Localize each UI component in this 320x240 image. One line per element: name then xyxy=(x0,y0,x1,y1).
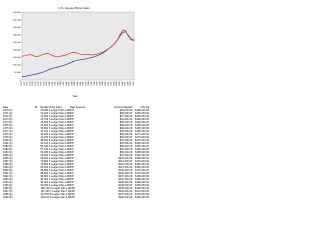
table-cell: 1999 Q1 xyxy=(3,196,13,199)
x-tick-label: 2007 xyxy=(124,81,127,86)
x-tick-label: 2001 xyxy=(107,81,110,86)
table-cell: 1974 Q1 xyxy=(3,121,13,124)
table-cell: 88,600 1 Ledger Mar-1 AB/FP xyxy=(40,172,74,175)
table-cell xyxy=(13,196,38,199)
table-cell: 1997 Q1 xyxy=(3,190,13,193)
table-cell: $170,000.00 xyxy=(118,193,133,196)
table-cell: 43,200 9 Ledger Mar-1 AB/FP xyxy=(40,136,74,139)
table-cell: $182,000.00 xyxy=(135,163,149,166)
x-tick-label: 1990 xyxy=(77,81,79,86)
x-tick-label: 1975 xyxy=(35,81,37,86)
x-tick-label: 1972 xyxy=(26,81,29,86)
table-cell: 1994 Q1 xyxy=(3,181,13,184)
table-cell: 1989 Q1 xyxy=(3,166,13,169)
table-cell: $166,000.00 xyxy=(135,184,149,187)
table-cell: 1975 Q1 xyxy=(3,124,13,127)
table-cell: 1995 Q1 xyxy=(3,184,13,187)
table-cell: $149,000.00 xyxy=(118,184,133,187)
table-cell: $162,000.00 xyxy=(135,154,149,157)
x-tick-label: 1989 xyxy=(74,81,77,86)
y-tick-label: 200,000 xyxy=(13,49,21,52)
x-tick-label: 2009 xyxy=(130,81,133,86)
table-cell: 34,100 7 Ledger Mar-1 AB/FP xyxy=(40,130,74,133)
x-tick-label: 1993 xyxy=(85,81,88,86)
x-tick-label: 1999 xyxy=(102,81,105,86)
table-cell: 1973 Q1 xyxy=(3,118,13,121)
x-tick-label: 1991 xyxy=(79,81,82,86)
x-tick-label: 1974 xyxy=(32,81,35,86)
x-tick-label: 1987 xyxy=(68,81,71,86)
table-cell: $131,000.00 xyxy=(118,169,133,172)
table-cell: 1998 Q1 xyxy=(3,193,13,196)
y-tick-label: 350,000 xyxy=(13,26,21,29)
table-header-cell: CPI Adj xyxy=(140,106,149,109)
x-tick-label: 1985 xyxy=(63,81,65,86)
y-tick-label: 300,000 xyxy=(13,34,21,37)
y-tick-label: 100,000 xyxy=(13,64,21,67)
table-header-cell: Median Price Index xyxy=(40,106,62,109)
table-cell: $97,000.00 xyxy=(119,154,133,157)
table-cell: 119,100 9 Ledger Mar-1 AB/FP xyxy=(40,196,75,199)
table-cell: 93,300 3 Ledger Mar-1 AB/FP xyxy=(40,178,74,181)
table-cell: $72,000.00 xyxy=(119,139,133,142)
table-cell: $155,000.00 xyxy=(135,124,149,127)
table-cell: 20,200 1 Ledger Mar-1 AB/FP xyxy=(40,112,74,115)
table-cell: $178,000.00 xyxy=(135,193,149,196)
table-cell: $158,000.00 xyxy=(135,109,149,112)
table-cell: $158,000.00 xyxy=(135,127,149,130)
x-tick-label: 2006 xyxy=(121,81,124,86)
table-cell: 1991 Q1 xyxy=(3,172,13,175)
y-tick-label: 150,000 xyxy=(13,57,21,60)
table-cell: 1970 Q1 xyxy=(3,109,13,112)
table-cell: 84,100 9 Ledger Mar-1 AB/FP xyxy=(40,166,74,169)
table-cell: $168,000.00 xyxy=(135,118,149,121)
x-tick-label: 1983 xyxy=(57,81,60,86)
table-cell: 68,200 6 Ledger Mar-1 AB/FP xyxy=(40,157,74,160)
table-cell: $44,000.00 xyxy=(119,127,133,130)
table-cell: 30,800 6 Ledger Mar-1 AB/FP xyxy=(40,127,74,130)
table-cell: $64,000.00 xyxy=(119,136,133,139)
x-tick-label: 2004 xyxy=(116,81,119,86)
table-cell: 54,400 2 Ledger Mar-1 AB/FP xyxy=(40,145,74,148)
table-cell: 1977 Q1 xyxy=(3,130,13,133)
table-header-cell: Date xyxy=(3,106,9,109)
table-cell: $120,000.00 xyxy=(118,163,133,166)
table-cell: $137,000.00 xyxy=(118,175,133,178)
table-cell: $176,000.00 xyxy=(135,160,149,163)
table-cell: $176,000.00 xyxy=(135,169,149,172)
table-row xyxy=(0,196,149,199)
table-cell: 27,900 5 Ledger Mar-1 AB/FP xyxy=(40,124,74,127)
table-cell: 1986 Q1 xyxy=(3,157,13,160)
table-cell: 1983 Q1 xyxy=(3,148,13,151)
table-cell: 20,000 0 Ledger Mar-1 AB/FP xyxy=(40,109,74,112)
table-cell: 1972 Q1 xyxy=(3,115,13,118)
table-cell: $162,000.00 xyxy=(135,142,149,145)
x-tick-label: 1979 xyxy=(46,81,49,86)
x-tick-label: 2010 xyxy=(133,81,135,86)
table-cell: 1982 Q1 xyxy=(3,145,13,148)
x-tick-label: 1981 xyxy=(51,81,54,86)
table-cell: $155,000.00 xyxy=(118,187,133,190)
table-cell: 25,900 4 Ledger Mar-1 AB/FP xyxy=(40,121,74,124)
table-cell: 79,500 8 Ledger Mar-1 AB/FP xyxy=(40,163,74,166)
table-cell: $166,000.00 xyxy=(135,115,149,118)
table-cell: $145,000.00 xyxy=(118,181,133,184)
x-tick-label: 1970 xyxy=(21,81,23,86)
table-cell: 102,700 6 Ledger Mar-1 AB/FP xyxy=(40,187,76,190)
x-tick-label: 1971 xyxy=(23,81,26,86)
table-cell: $127,000.00 xyxy=(118,166,133,169)
table-cell: 21,800 2 Ledger Mar-1 AB/FP xyxy=(40,115,74,118)
table-cell: $92,000.00 xyxy=(119,151,133,154)
table-cell: $168,000.00 xyxy=(135,178,149,181)
table-cell: 23,700 3 Ledger Mar-1 AB/FP xyxy=(40,118,74,121)
table-cell: $172,000.00 xyxy=(135,190,149,193)
x-tick-label: 1973 xyxy=(29,81,32,86)
table-cell: 1980 Q1 xyxy=(3,139,13,142)
table-cell: 1979 Q1 xyxy=(3,136,13,139)
x-tick-label: 1980 xyxy=(49,81,51,86)
table-cell: 1976 Q1 xyxy=(3,127,13,130)
table-cell: $39,000.00 xyxy=(119,124,133,127)
x-tick-label: 1982 xyxy=(54,81,57,86)
table-cell: 99,000 5 Ledger Mar-1 AB/FP xyxy=(40,184,74,187)
x-axis-ticks xyxy=(19,79,135,86)
table-cell: 1992 Q1 xyxy=(3,175,13,178)
table-cell: $160,000.00 xyxy=(135,112,149,115)
table-cell: 73,800 7 Ledger Mar-1 AB/FP xyxy=(40,160,74,163)
table-cell: $162,000.00 xyxy=(118,190,133,193)
table-cell: $170,000.00 xyxy=(135,139,149,142)
table-cell: $112,000.00 xyxy=(118,160,133,163)
table-cell: 1996 Q1 xyxy=(3,187,13,190)
table-cell: 38,200 8 Ledger Mar-1 AB/FP xyxy=(40,133,74,136)
table-cell: $104,000.00 xyxy=(118,157,133,160)
table-cell: $82,000.00 xyxy=(119,145,133,148)
table-cell: 1984 Q1 xyxy=(3,151,13,154)
x-tick-label: 1978 xyxy=(43,81,46,86)
table-cell: $87,000.00 xyxy=(119,148,133,151)
table-cell: 1988 Q1 xyxy=(3,163,13,166)
table-cell: 96,300 4 Ledger Mar-1 AB/FP xyxy=(40,181,74,184)
table-cell: $49,000.00 xyxy=(119,130,133,133)
x-tick-label: 1992 xyxy=(82,81,85,86)
house-price-chart xyxy=(0,0,149,106)
table-cell: $168,000.00 xyxy=(135,181,149,184)
table-cell: 1993 Q1 xyxy=(3,178,13,181)
x-tick-label: 1986 xyxy=(65,81,68,86)
x-tick-label: 2003 xyxy=(113,81,116,86)
table-cell: 90,800 2 Ledger Mar-1 AB/FP xyxy=(40,175,74,178)
table-cell: $31,000.00 xyxy=(119,118,133,121)
table-cell: $78,000.00 xyxy=(119,142,133,145)
data-table-container xyxy=(0,106,149,199)
table-cell: $156,000.00 xyxy=(135,148,149,151)
x-tick-label: 1976 xyxy=(37,81,40,86)
table-cell: $170,000.00 xyxy=(135,172,149,175)
table-cell: 57,100 3 Ledger Mar-1 AB/FP xyxy=(40,148,74,151)
table-cell: $168,000.00 xyxy=(135,157,149,160)
table-cell xyxy=(91,196,112,199)
table-cell: 52,100 1 Ledger Mar-1 AB/FP xyxy=(40,142,74,145)
x-tick-label: 2002 xyxy=(110,81,113,86)
table-cell: $25,000.00 xyxy=(119,112,133,115)
table-cell: $168,000.00 xyxy=(135,187,149,190)
y-tick-label: 450,000 xyxy=(13,11,21,14)
table-cell: 1981 Q1 xyxy=(3,142,13,145)
x-tick-label: 2000 xyxy=(105,81,107,86)
table-cell: 60,200 4 Ledger Mar-1 AB/FP xyxy=(40,151,74,154)
x-axis-label: Year xyxy=(72,95,78,98)
y-tick-label: 250,000 xyxy=(13,42,21,45)
plot-area xyxy=(19,12,134,82)
table-cell: 112,600 8 Ledger Mar-1 AB/FP xyxy=(40,193,75,196)
table-cell: 63,900 5 Ledger Mar-1 AB/FP xyxy=(40,154,74,157)
y-tick-label: 50,000 xyxy=(14,72,21,75)
table-cell: $27,500.00 xyxy=(119,115,133,118)
table-header-cell: Nominal Median xyxy=(114,106,133,109)
x-tick-label: 1977 xyxy=(40,81,43,86)
x-tick-label: 1998 xyxy=(99,81,102,86)
table-cell: $182,000.00 xyxy=(135,166,149,169)
x-tick-label: 1994 xyxy=(88,81,91,86)
x-tick-label: 1984 xyxy=(60,81,63,86)
table-cell: $180,000.00 xyxy=(118,196,133,199)
table-cell: $134,000.00 xyxy=(118,172,133,175)
table-cell: 86,900 0 Ledger Mar-1 AB/FP xyxy=(40,169,74,172)
table-cell: $172,000.00 xyxy=(135,133,149,136)
table-cell: 1971 Q1 xyxy=(3,112,13,115)
table-cell: $56,000.00 xyxy=(119,133,133,136)
y-tick-label: 0 xyxy=(19,79,21,82)
table-cell: 1978 Q1 xyxy=(3,133,13,136)
x-tick-label: 1997 xyxy=(96,81,99,86)
x-tick-label: 2008 xyxy=(127,81,130,86)
table-cell: 1985 Q1 xyxy=(3,154,13,157)
table-cell: $168,000.00 xyxy=(135,175,149,178)
x-tick-label: 2005 xyxy=(119,81,121,86)
table-cell: 48,500 0 Ledger Mar-1 AB/FP xyxy=(40,139,74,142)
table-cell: 1990 Q1 xyxy=(3,169,13,172)
data-table xyxy=(0,106,149,199)
table-header-cell: Mr xyxy=(34,106,38,109)
table-cell: $23,000.00 xyxy=(119,109,133,112)
table-cell: $35,000.00 xyxy=(119,121,133,124)
x-tick-label: 1995 xyxy=(91,81,93,86)
table-cell: 107,000 7 Ledger Mar-1 AB/FP xyxy=(40,190,76,193)
x-tick-label: 1988 xyxy=(71,81,74,86)
table-cell: $155,000.00 xyxy=(135,145,149,148)
table-header-cell: Date Sourced xyxy=(69,106,86,109)
table-cell: $141,000.00 xyxy=(118,178,133,181)
table-cell: $176,000.00 xyxy=(135,136,149,139)
x-tick-label: 1996 xyxy=(93,81,96,86)
chart-title: U.S. House Price Index xyxy=(58,6,90,10)
table-cell: $186,000.00 xyxy=(135,196,149,199)
table-cell: $165,000.00 xyxy=(135,130,149,133)
table-cell: $162,000.00 xyxy=(135,121,149,124)
table-cell: 1987 Q1 xyxy=(3,160,13,163)
table-cell: $158,000.00 xyxy=(135,151,149,154)
y-tick-label: 400,000 xyxy=(13,19,21,22)
